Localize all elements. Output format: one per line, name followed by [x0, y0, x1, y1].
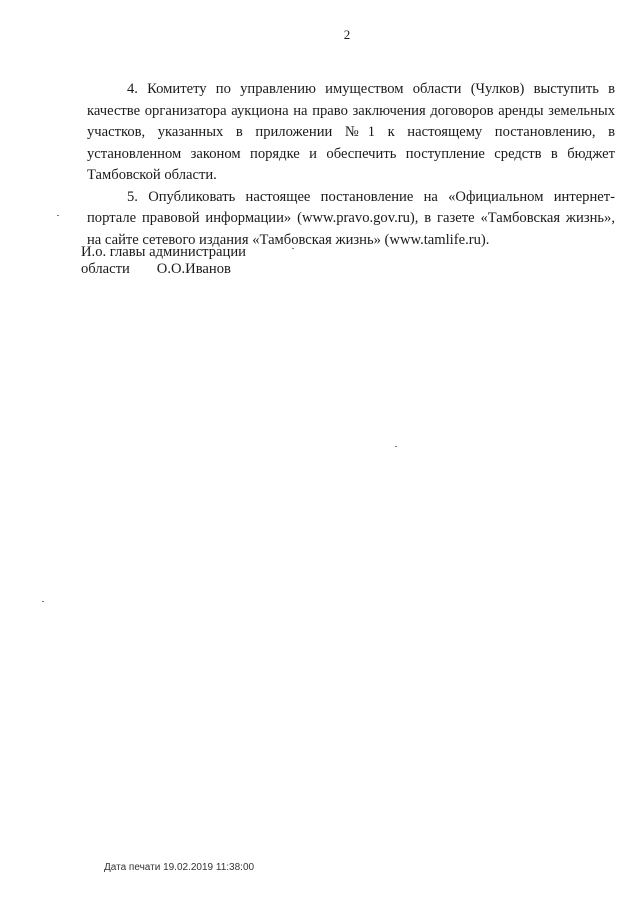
signature-block: [81, 244, 246, 278]
signatory-position-line2: области: [81, 261, 130, 277]
paragraph-item-5: 5. Опубликовать настоящее постановление на «Официальном интернет-портале правовой информации» (www.pravo.gov.ru), в газете «Тамбовская жизнь», на сайте сетевого издания «Тамбовская жизнь» (www.tamlife.ru).: [87, 188, 615, 248]
signatory-name: О.О.Иванов: [156, 261, 231, 277]
signatory-position-cont: [81, 261, 246, 278]
paragraph-item-4: 4. Комитету по управлению имуществом области (Чулков) выступить в качестве организатора аукциона на право заключения договоров аренды земельных участков, указанных в приложении №1 к настоящему постановлению, в установленном законом порядке и обеспечить поступление средств в бюджет Тамбовской области.: [87, 81, 615, 183]
print-date-footer: Дата печати 19.02.2019 11:38:00: [104, 862, 255, 873]
document-body: [87, 79, 615, 251]
page-number: 2: [343, 27, 351, 42]
scan-speck: [292, 248, 294, 249]
scan-speck: [395, 446, 397, 447]
scan-speck: [42, 601, 44, 602]
signatory-position: И.о. главы администрации: [81, 244, 246, 260]
scan-speck: [57, 215, 59, 216]
